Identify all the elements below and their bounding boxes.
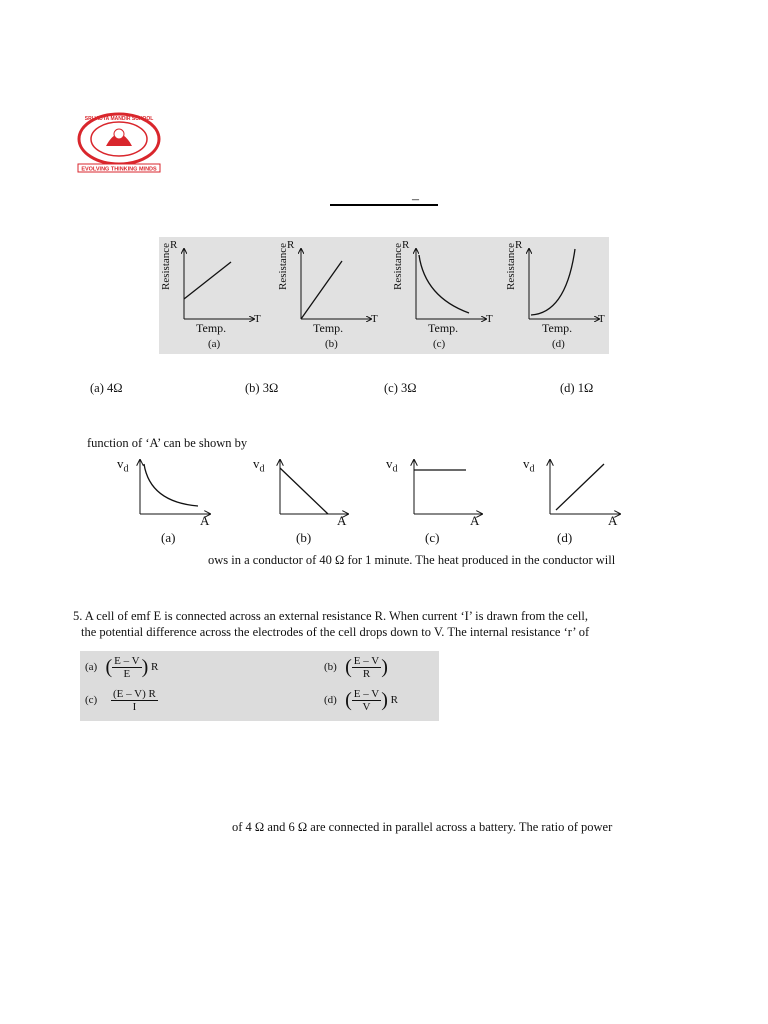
q5-option-b: (b) ( $\frac{E - V}{R}$ )	[324, 655, 388, 680]
graph-a-ylabel: Resistance	[160, 242, 172, 290]
graph-b-xlabel: Temp.	[313, 321, 344, 335]
q6-text: of 4 Ω and 6 Ω are connected in parallel across a battery. The ratio of power	[232, 820, 613, 834]
line-b	[301, 261, 342, 319]
graph2-d	[550, 460, 620, 514]
q5-line1: 5. A cell of emf E is connected across an external resistance R. When current ‘I’ is drawn from the cell,	[73, 609, 588, 623]
graph2-c-xlabel: A	[470, 513, 480, 528]
school-logo	[76, 112, 162, 174]
graph2-c-ylabel: $v_d$	[386, 456, 398, 475]
graph2-a	[140, 460, 210, 514]
graph-d-xlabel: Temp.	[542, 321, 573, 335]
curve-c	[419, 255, 469, 313]
graph2-d-ylabel: $v_d$	[523, 456, 535, 475]
graph2-c	[414, 460, 482, 514]
curve-d	[531, 249, 575, 315]
title-dash: –	[412, 192, 419, 207]
graph-d	[529, 249, 599, 319]
graph-c-t: T	[486, 313, 493, 325]
title-underline	[330, 204, 438, 206]
graph-a-label: (a)	[208, 338, 221, 350]
graph2-a-xlabel: A	[200, 513, 210, 528]
option-b: (b) 3Ω	[245, 381, 279, 395]
q3-text: function of ‘A’ can be shown by	[87, 436, 248, 450]
q5-option-a: (a) ( $\frac{E - V}{E}$ ) R	[85, 655, 159, 680]
logo-school-name: SRI VIDYA MANDIR SCHOOL	[84, 116, 154, 122]
graph2-b-ylabel: $v_d$	[253, 456, 265, 475]
option-a: (a) 4Ω	[90, 381, 123, 395]
graph2-b-xlabel: A	[337, 513, 347, 528]
graph-c	[416, 249, 486, 319]
graph-b	[301, 249, 371, 319]
graph-a-t: T	[254, 313, 261, 325]
resistance-graphs	[159, 237, 609, 354]
option-d: (d) 1Ω	[560, 381, 594, 395]
graph-d-label: (d)	[552, 338, 565, 350]
graph2-b	[280, 460, 348, 514]
logo-motto: EVOLVING THINKING MINDS	[81, 166, 157, 173]
graph-b-ylabel: Resistance	[277, 242, 289, 290]
graph-c-ylabel: Resistance	[392, 242, 404, 290]
graph-a-r: R	[170, 239, 178, 251]
graph2-a-label: (a)	[161, 530, 176, 545]
graph2-c-label: (c)	[425, 530, 440, 545]
graph-a	[184, 249, 254, 319]
q4-text: ows in a conductor of 40 Ω for 1 minute. The heat produced in the conductor will	[208, 553, 616, 567]
graph-c-r: R	[402, 239, 410, 251]
graph-a-xlabel: Temp.	[196, 321, 227, 335]
q5-option-d: (d) ( $\frac{E - V}{V}$ ) R	[324, 688, 398, 713]
graph-c-xlabel: Temp.	[428, 321, 459, 335]
option-c: (c) 3Ω	[384, 381, 417, 395]
graph2-d-xlabel: A	[608, 513, 618, 528]
q5-line2: the potential difference across the electrodes of the cell drops down to V. The internal resistance ‘r’ of	[81, 625, 590, 639]
q5-option-c: (c) $\frac{(E - V) R}{I}$	[85, 688, 156, 713]
graph2-b-label: (b)	[296, 530, 312, 545]
graph-d-t: T	[598, 313, 605, 325]
line-a	[184, 262, 231, 299]
graph2-d-label: (d)	[557, 530, 573, 545]
graph-b-r: R	[287, 239, 295, 251]
graph-c-label: (c)	[433, 338, 446, 350]
graph2-a-ylabel: $v_d$	[117, 456, 129, 475]
graph-d-ylabel: Resistance	[505, 242, 517, 290]
graph-d-r: R	[515, 239, 523, 251]
graph-b-t: T	[371, 313, 378, 325]
graph-b-label: (b)	[325, 338, 338, 350]
